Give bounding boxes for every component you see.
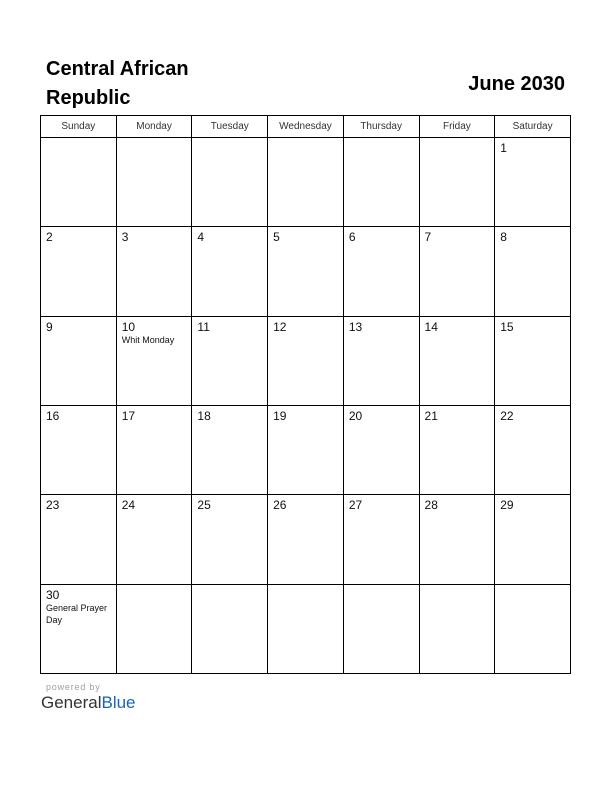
day-number: 2 bbox=[46, 230, 53, 245]
day-number: 7 bbox=[424, 230, 432, 245]
day-cell bbox=[343, 495, 419, 584]
day-cell bbox=[343, 405, 419, 494]
day-number: 9 bbox=[46, 319, 53, 334]
day-number: 13 bbox=[348, 319, 363, 334]
day-number: 18 bbox=[197, 408, 211, 423]
day-number: 14 bbox=[424, 319, 438, 334]
day-number: 28 bbox=[424, 498, 438, 513]
powered-by-label: powered by bbox=[46, 682, 101, 692]
day-cell bbox=[116, 495, 192, 584]
day-number: 21 bbox=[424, 408, 438, 423]
day-number: 1 bbox=[500, 141, 507, 155]
day-number: 27 bbox=[348, 498, 363, 513]
day-cell bbox=[192, 316, 268, 405]
day-number: 17 bbox=[121, 408, 136, 423]
day-cell bbox=[41, 316, 117, 405]
empty-day-cell bbox=[116, 138, 192, 227]
day-number: 12 bbox=[273, 319, 287, 334]
month-year-title: June 2030 bbox=[468, 73, 565, 95]
weekday-header-row bbox=[41, 116, 571, 138]
day-cell bbox=[268, 405, 344, 494]
generalblue-logo bbox=[41, 693, 136, 713]
day-number: 19 bbox=[273, 408, 287, 423]
day-cell bbox=[268, 316, 344, 405]
empty-day-cell bbox=[268, 138, 344, 227]
empty-day-cell bbox=[192, 584, 268, 673]
empty-day-cell bbox=[192, 138, 268, 227]
weekday-wednesday: Wednesday bbox=[268, 116, 344, 138]
weekday-sunday: Sunday bbox=[41, 116, 117, 138]
day-cell bbox=[343, 227, 419, 316]
day-cell bbox=[268, 495, 344, 584]
day-number: 23 bbox=[46, 498, 60, 513]
day-number: 16 bbox=[46, 408, 60, 423]
brand-blue-text: Blue bbox=[101, 693, 136, 712]
calendar-grid bbox=[40, 115, 571, 674]
empty-day-cell bbox=[343, 138, 419, 227]
country-title: Central African Republic bbox=[46, 58, 189, 109]
day-cell bbox=[419, 405, 495, 494]
day-cell bbox=[116, 227, 192, 316]
weekday-saturday: Saturday bbox=[495, 116, 571, 138]
day-number: 11 bbox=[197, 319, 210, 334]
day-cell bbox=[495, 227, 571, 316]
day-number: 25 bbox=[197, 498, 211, 513]
day-number: 30 bbox=[46, 587, 60, 602]
day-number: 29 bbox=[500, 498, 514, 513]
day-cell bbox=[495, 495, 571, 584]
day-number: 10 bbox=[121, 319, 136, 334]
day-number: 8 bbox=[500, 230, 507, 245]
day-number: 20 bbox=[348, 408, 363, 423]
day-cell bbox=[41, 495, 117, 584]
day-number: 5 bbox=[273, 230, 280, 245]
day-cell bbox=[41, 227, 117, 316]
empty-day-cell bbox=[495, 584, 571, 673]
day-cell bbox=[495, 405, 571, 494]
holiday-label: General Prayer Day bbox=[46, 602, 108, 625]
day-cell bbox=[343, 316, 419, 405]
week-row bbox=[41, 495, 571, 584]
day-cell bbox=[192, 227, 268, 316]
day-cell bbox=[495, 316, 571, 405]
day-cell bbox=[419, 316, 495, 405]
day-cell bbox=[116, 405, 192, 494]
day-cell bbox=[192, 405, 268, 494]
brand-general-text: General bbox=[41, 693, 102, 712]
day-cell bbox=[419, 227, 495, 316]
day-cell bbox=[495, 138, 571, 227]
day-number: 3 bbox=[121, 230, 129, 245]
week-row bbox=[41, 316, 571, 405]
day-cell bbox=[41, 405, 117, 494]
day-cell bbox=[41, 584, 117, 673]
day-number: 24 bbox=[121, 498, 136, 513]
empty-day-cell bbox=[419, 584, 495, 673]
weekday-tuesday: Tuesday bbox=[192, 116, 268, 138]
empty-day-cell bbox=[419, 138, 495, 227]
day-number: 26 bbox=[273, 498, 287, 513]
week-row bbox=[41, 584, 571, 673]
empty-day-cell bbox=[268, 584, 344, 673]
day-number: 4 bbox=[197, 230, 205, 245]
weekday-monday: Monday bbox=[116, 116, 192, 138]
holiday-label: Whit Monday bbox=[121, 334, 175, 345]
weekday-friday: Friday bbox=[419, 116, 495, 138]
calendar-body bbox=[41, 138, 571, 674]
week-row bbox=[41, 405, 571, 494]
weekday-thursday: Thursday bbox=[343, 116, 419, 138]
week-row bbox=[41, 227, 571, 316]
day-number: 15 bbox=[500, 319, 514, 334]
day-cell bbox=[268, 227, 344, 316]
week-row bbox=[41, 138, 571, 227]
day-cell bbox=[116, 316, 192, 405]
day-cell bbox=[192, 495, 268, 584]
day-number: 6 bbox=[348, 230, 356, 245]
empty-day-cell bbox=[116, 584, 192, 673]
empty-day-cell bbox=[41, 138, 117, 227]
empty-day-cell bbox=[343, 584, 419, 673]
day-cell bbox=[419, 495, 495, 584]
day-number: 22 bbox=[500, 408, 514, 423]
